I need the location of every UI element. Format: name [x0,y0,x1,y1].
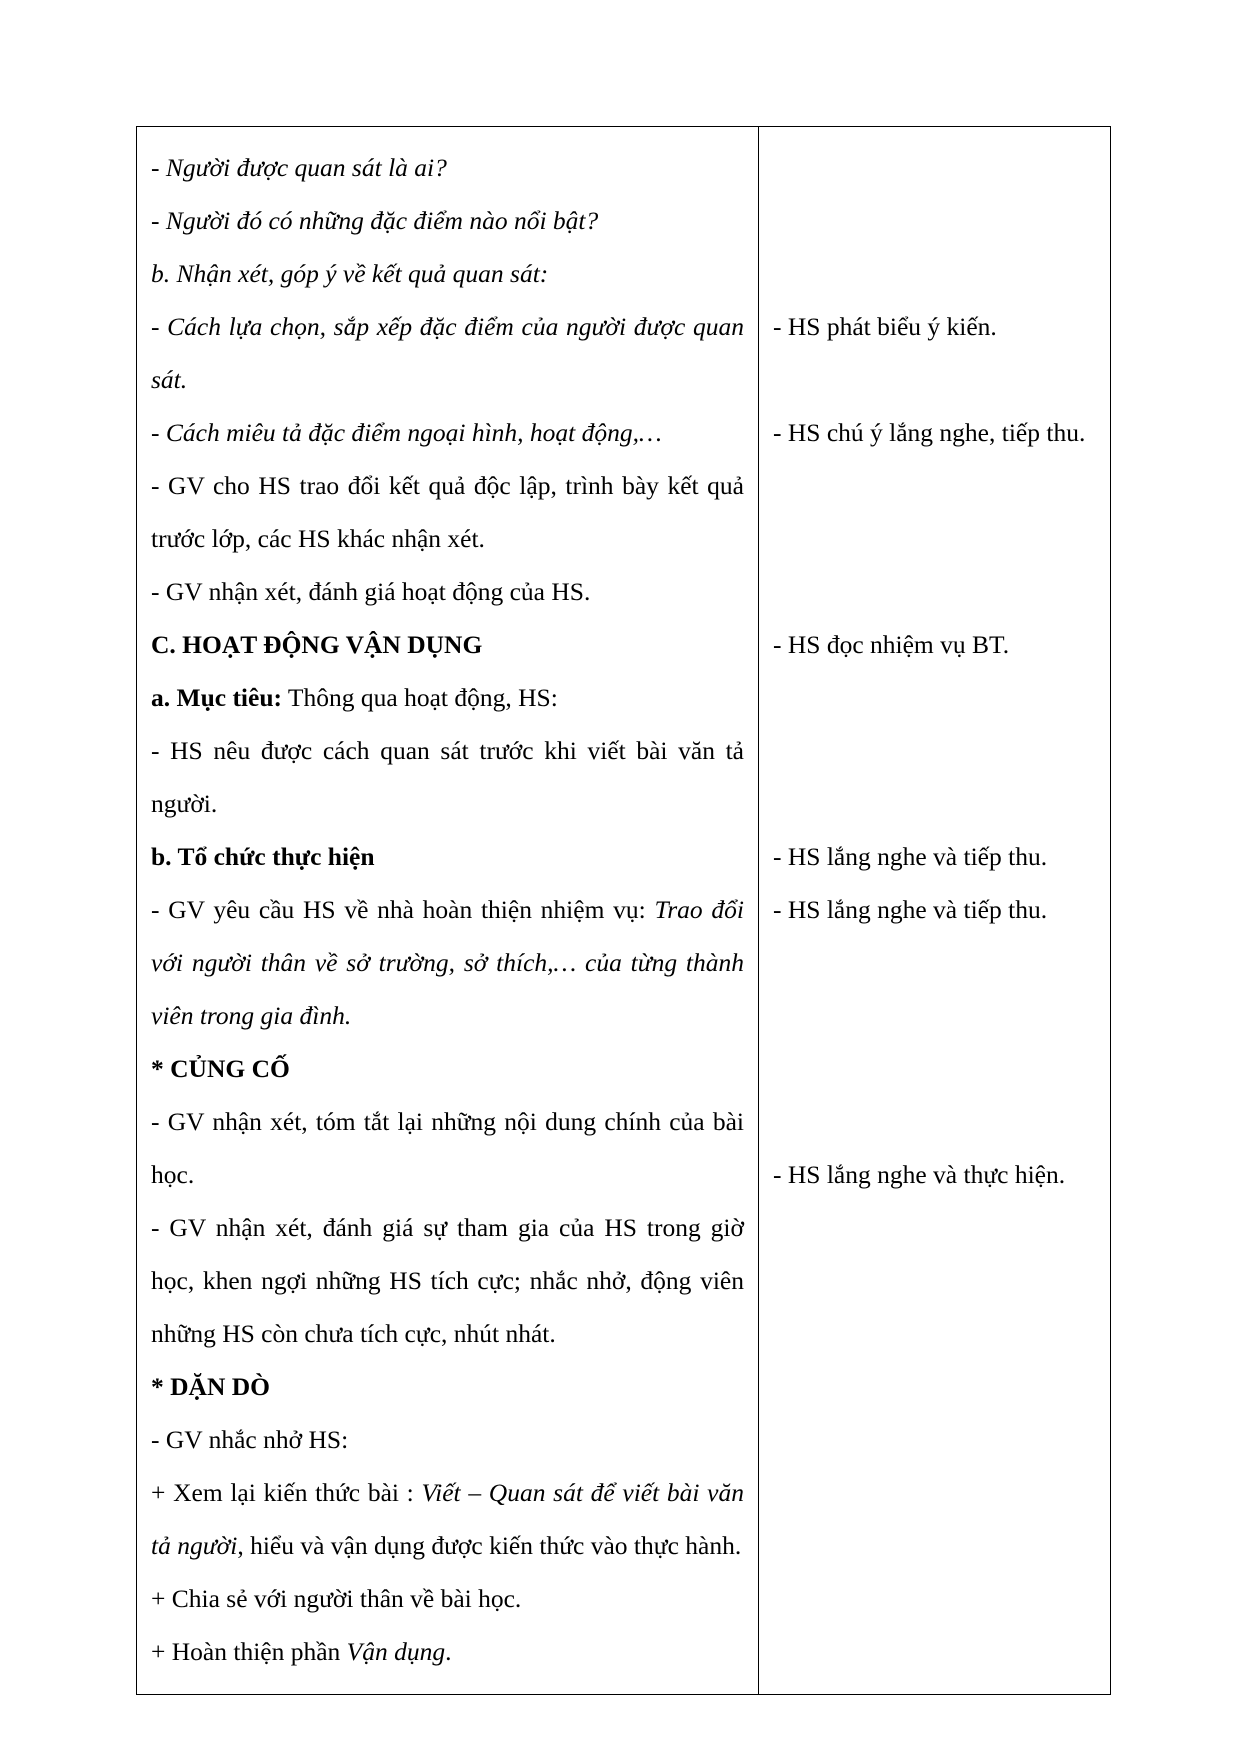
student-spacer-2 [773,194,1098,247]
student-activities-content [759,127,1110,1217]
lesson-plan-table [136,126,1111,1695]
student-entry-3: - HS đọc nhiệm vụ BT. [773,630,1010,659]
teacher-line-7: - GV nhận xét, đánh giá hoạt động của HS. [151,577,591,606]
student-spacer-6 [773,512,1098,565]
teacher-line-20 [151,1625,744,1678]
student-spacer-9 [773,724,1098,777]
teacher-heading-cung-co: * CỦNG CỐ [151,1054,290,1083]
student-spacer-13 [773,1042,1098,1095]
teacher-line-6: - GV cho HS trao đổi kết quả độc lập, trình bày kết quả trước lớp, các HS khác nhận xét. [151,471,744,553]
student-spacer-10 [773,777,1098,830]
student-spacer-12 [773,989,1098,1042]
student-spacer-5 [773,459,1098,512]
student-spacer-14 [773,1095,1098,1148]
student-entry-1: - HS phát biểu ý kiến. [773,312,997,341]
teacher-line-12 [151,883,744,1042]
teacher-line-muc-tieu [151,671,744,724]
student-spacer-7 [773,565,1098,618]
muc-tieu-label: a. Mục tiêu: [151,683,283,712]
teacher-line-3: b. Nhận xét, góp ý về kết quả quan sát: [151,259,549,288]
line-18-italic: Viết – Quan sát để viết bài văn tả người [151,1478,744,1560]
line-20-lead: + Hoàn thiện phần [151,1637,347,1666]
teacher-activities-content [137,127,758,1694]
teacher-line-14: - GV nhận xét, tóm tắt lại những nội dung chính của bài học. [151,1107,744,1189]
line-12-lead: - GV yêu cầu HS về nhà hoàn thiện nhiệm vụ: [151,895,655,924]
line-20-italic: Vận dụng [346,1637,446,1666]
student-entry-2: - HS chú ý lắng nghe, tiếp thu. [773,418,1086,447]
student-entry-5: - HS lắng nghe và tiếp thu. [773,895,1048,924]
student-spacer-11 [773,936,1098,989]
teacher-line-2: - Người đó có những đặc điểm nào nổi bật? [151,206,599,235]
teacher-heading-van-dung: C. HOẠT ĐỘNG VẬN DỤNG [151,630,483,659]
teacher-line-1: - Người được quan sát là ai? [151,153,447,182]
teacher-line-15: - GV nhận xét, đánh giá sự tham gia của HS trong giờ học, khen ngợi những HS tích cực; nhắc nhở, động viên những HS còn chưa tích cực, nhút nhát. [151,1213,744,1348]
line-12-italic: Trao đổi với người thân về sở trường, sở thích,… của từng thành viên trong gia đình. [151,895,744,1030]
muc-tieu-text: Thông qua hoạt động, HS: [282,683,558,712]
teacher-line-19: + Chia sẻ với người thân về bài học. [151,1584,522,1613]
teacher-heading-to-chuc: b. Tổ chức thực hiện [151,842,375,871]
line-18-lead: + Xem lại kiến thức bài : [151,1478,422,1507]
student-entry-4: - HS lắng nghe và tiếp thu. [773,842,1048,871]
teacher-line-17: - GV nhắc nhở HS: [151,1425,349,1454]
teacher-activities-cell [137,127,759,1695]
teacher-line-18 [151,1466,744,1572]
student-spacer-8 [773,671,1098,724]
student-activities-cell [759,127,1111,1695]
teacher-line-5: - Cách miêu tả đặc điểm ngoại hình, hoạt động,… [151,418,662,447]
student-spacer-1 [773,141,1098,194]
teacher-line-10: - HS nêu được cách quan sát trước khi viết bài văn tả người. [151,736,744,818]
student-spacer-3 [773,247,1098,300]
line-20-tail: . [445,1637,452,1666]
student-entry-6: - HS lắng nghe và thực hiện. [773,1160,1066,1189]
teacher-heading-dan-do: * DẶN DÒ [151,1372,270,1401]
teacher-line-4: - Cách lựa chọn, sắp xếp đặc điểm của người được quan sát. [151,312,744,394]
student-spacer-4 [773,353,1098,406]
line-18-tail: , hiểu và vận dụng được kiến thức vào thực hành. [237,1531,742,1560]
table-row [137,127,1111,1695]
